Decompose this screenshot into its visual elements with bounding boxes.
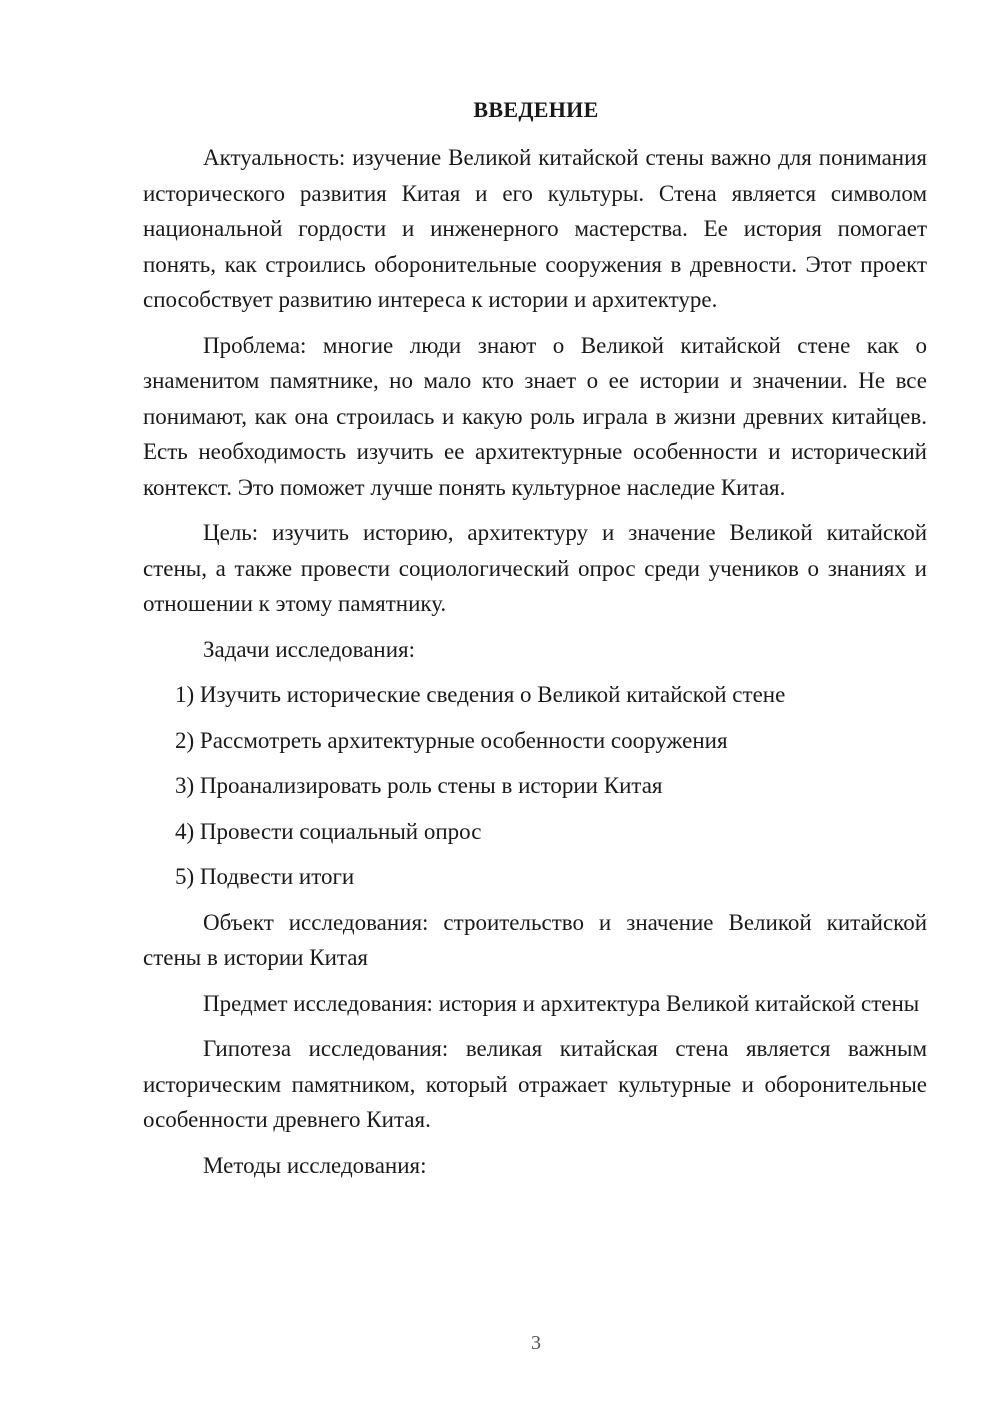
relevance-paragraph: Актуальность: изучение Великой китайской стены важно для понимания исторического развития Китая и его культуры. Стена является символом национальной гордости и инженерного мастерства. Ее история помогает понять, как строились оборонительные сооружения в древности. Этот проект способствует развитию интереса к истории и архитектуре. <box>143 145 927 312</box>
hypothesis-paragraph: Гипотеза исследования: великая китайская стена является важным историческим памятником, который отражает культурные и оборонительные особенности древнего Китая. <box>143 1036 927 1132</box>
task-item-1: 1) Изучить исторические сведения о Великой китайской стене <box>175 682 786 707</box>
subject-paragraph: Предмет исследования: история и архитектура Великой китайской стены <box>203 990 920 1016</box>
section-heading: ВВЕДЕНИЕ <box>473 97 599 122</box>
task-item-3: 3) Проанализировать роль стены в истории Китая <box>175 773 663 798</box>
page-number: 3 <box>531 1332 541 1354</box>
problem-paragraph: Проблема: многие люди знают о Великой китайской стене как о знаменитом памятнике, но мало кто знает о ее истории и значении. Не все понимают, как она строилась и какую роль играла в жизни древних китайцев. Есть необходимость изучить ее архитектурные особенности и исторический контекст. Это поможет лучше понять культурное наследие Китая. <box>143 332 927 500</box>
methods-title: Методы исследования: <box>203 1152 427 1178</box>
object-paragraph: Объект исследования: строительство и значение Великой китайской стены в истории Китая <box>143 909 927 970</box>
tasks-title: Задачи исследования: <box>203 636 416 662</box>
task-item-2: 2) Рассмотреть архитектурные особенности сооружения <box>175 727 728 753</box>
body-text <box>143 140 927 1183</box>
task-item-4: 4) Провести социальный опрос <box>175 818 482 844</box>
task-item-5: 5) Подвести итоги <box>175 864 355 889</box>
goal-paragraph: Цель: изучить историю, архитектуру и значение Великой китайской стены, а также провести социологический опрос среди учеников о знаниях и отношении к этому памятнику. <box>143 520 927 616</box>
